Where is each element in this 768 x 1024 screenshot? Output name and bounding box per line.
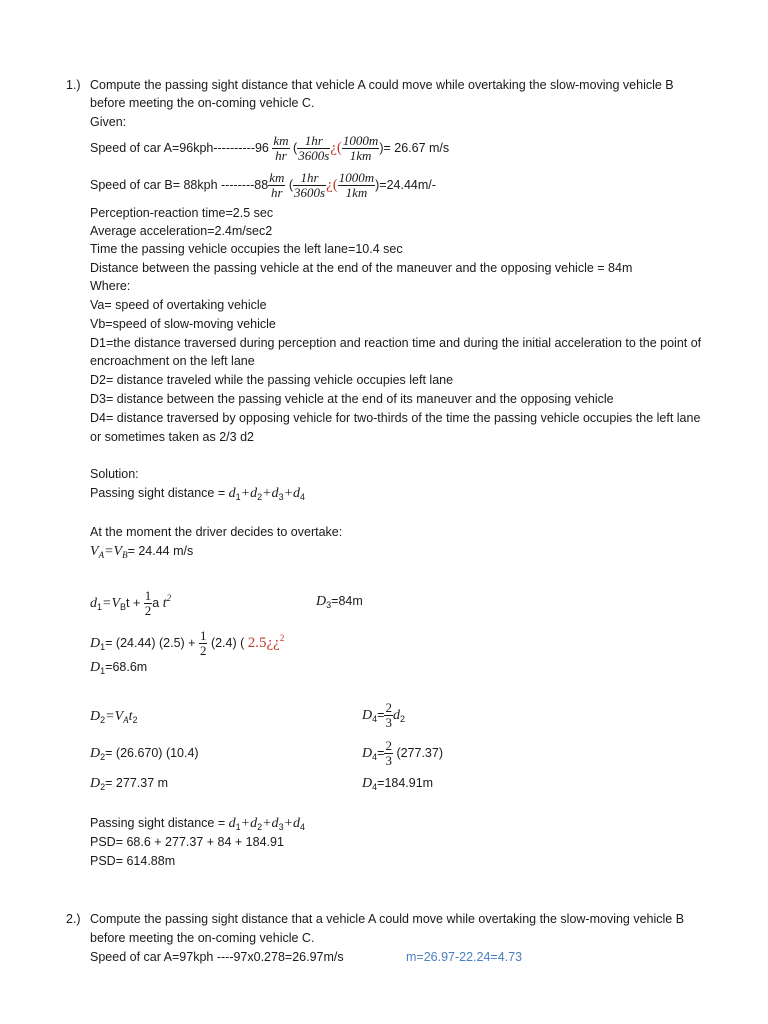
solution-heading: Solution:: [90, 467, 139, 481]
problem-1-number: 1.): [66, 78, 81, 92]
psd-formula: Passing sight distance = $d_1+d_2+d_3+d_4$: [90, 486, 306, 502]
where-vb: Vb=speed of slow-moving vehicle: [90, 317, 276, 331]
given-time-left-lane: Time the passing vehicle occupies the left lane=10.4 sec: [90, 242, 403, 256]
d1-formula: $d_1=V_Bt$ + $\frac{1}{2}$ a $t^2$: [90, 588, 172, 619]
d2-substitution: $D_2= (26.670)$ (10.4): [90, 746, 199, 762]
given-perception: Perception-reaction time=2.5 sec: [90, 206, 274, 220]
problem-2-question: Compute the passing sight distance that a vehicle A could move while overtaking the slow-moving vehicle B: [90, 912, 685, 926]
speed-b-line: Speed of car B= 88kph --------88 $\frac{km}{hr}$ ( $\frac{1hr}{3600s}$ ¿( $\frac{1000m}{1km}$ )=24.44m/-: [90, 170, 436, 201]
d1-substitution: $D_1= (24.44) (2.5)$ + $\frac{1}{2}$ (2.4) ( 2.5¿¿$^2$: [90, 628, 285, 659]
d2-formula: $D_2=V_At_2$: [90, 709, 138, 725]
psd-formula-repeat: Passing sight distance = $d_1+d_2+d_3+d_4$: [90, 816, 306, 832]
given-heading: Given:: [90, 115, 127, 129]
speed-a-line: Speed of car A=96kph----------96 $\frac{km}{hr}$ ( $\frac{1hr}{3600s}$ ¿( $\frac{1000m}{1km}$ )= 26.67 m/s: [90, 133, 450, 164]
where-heading: Where:: [90, 279, 131, 293]
psd-sum: PSD= 68.6 + 277.37 + 84 + 184.91: [90, 835, 284, 849]
where-d1: D1=the distance traversed during perception and reaction time and during the initial acceleration to the point of: [90, 336, 702, 350]
where-va: Va= speed of overtaking vehicle: [90, 298, 267, 312]
problem-2-question-cont: before meeting the on-coming vehicle C.: [90, 931, 315, 945]
given-acceleration: Average acceleration=2.4m/sec2: [90, 224, 273, 238]
d4-substitution: $D_4=$ $\frac{2}{3}$ (277.37): [362, 738, 443, 769]
where-d1-cont: encroachment on the left lane: [90, 354, 255, 368]
problem-2-speed-a: Speed of car A=97kph ----97x0.278=26.97m/s: [90, 950, 344, 964]
d4-formula: $D_4=$ $\frac{2}{3}$ $d_2$: [362, 700, 405, 731]
d4-result: $D_4=184.91m$: [362, 776, 434, 792]
where-d4-cont: or sometimes taken as 2/3 d2: [90, 430, 254, 444]
where-d2: D2= distance traveled while the passing vehicle occupies left lane: [90, 373, 454, 387]
problem-2-note: m=26.97-22.24=4.73: [406, 950, 523, 964]
d1-result: $D_1=68.6m$: [90, 660, 148, 676]
problem-1-question: Compute the passing sight distance that vehicle A could move while overtaking the slow-moving vehicle B: [90, 78, 674, 92]
problem-2-number: 2.): [66, 912, 81, 926]
d3-value: $D_3=84m$: [316, 594, 363, 610]
where-d4: D4= distance traversed by opposing vehicle for two-thirds of the time the passing vehicle occupies the left lane: [90, 411, 701, 425]
psd-result: PSD= 614.88m: [90, 854, 176, 868]
problem-1-question-cont: before meeting the on-coming vehicle C.: [90, 96, 315, 110]
moment-text: At the moment the driver decides to overtake:: [90, 525, 343, 539]
given-distance: Distance between the passing vehicle at the end of the maneuver and the opposing vehicle = 84m: [90, 261, 633, 275]
va-vb-equation: $V_A=V_B= 24.44$ m/s: [90, 544, 194, 560]
d2-result: $D_2= 277.37$ m: [90, 776, 169, 792]
where-d3: D3= distance between the passing vehicle at the end of its maneuver and the opposing vehicle: [90, 392, 614, 406]
